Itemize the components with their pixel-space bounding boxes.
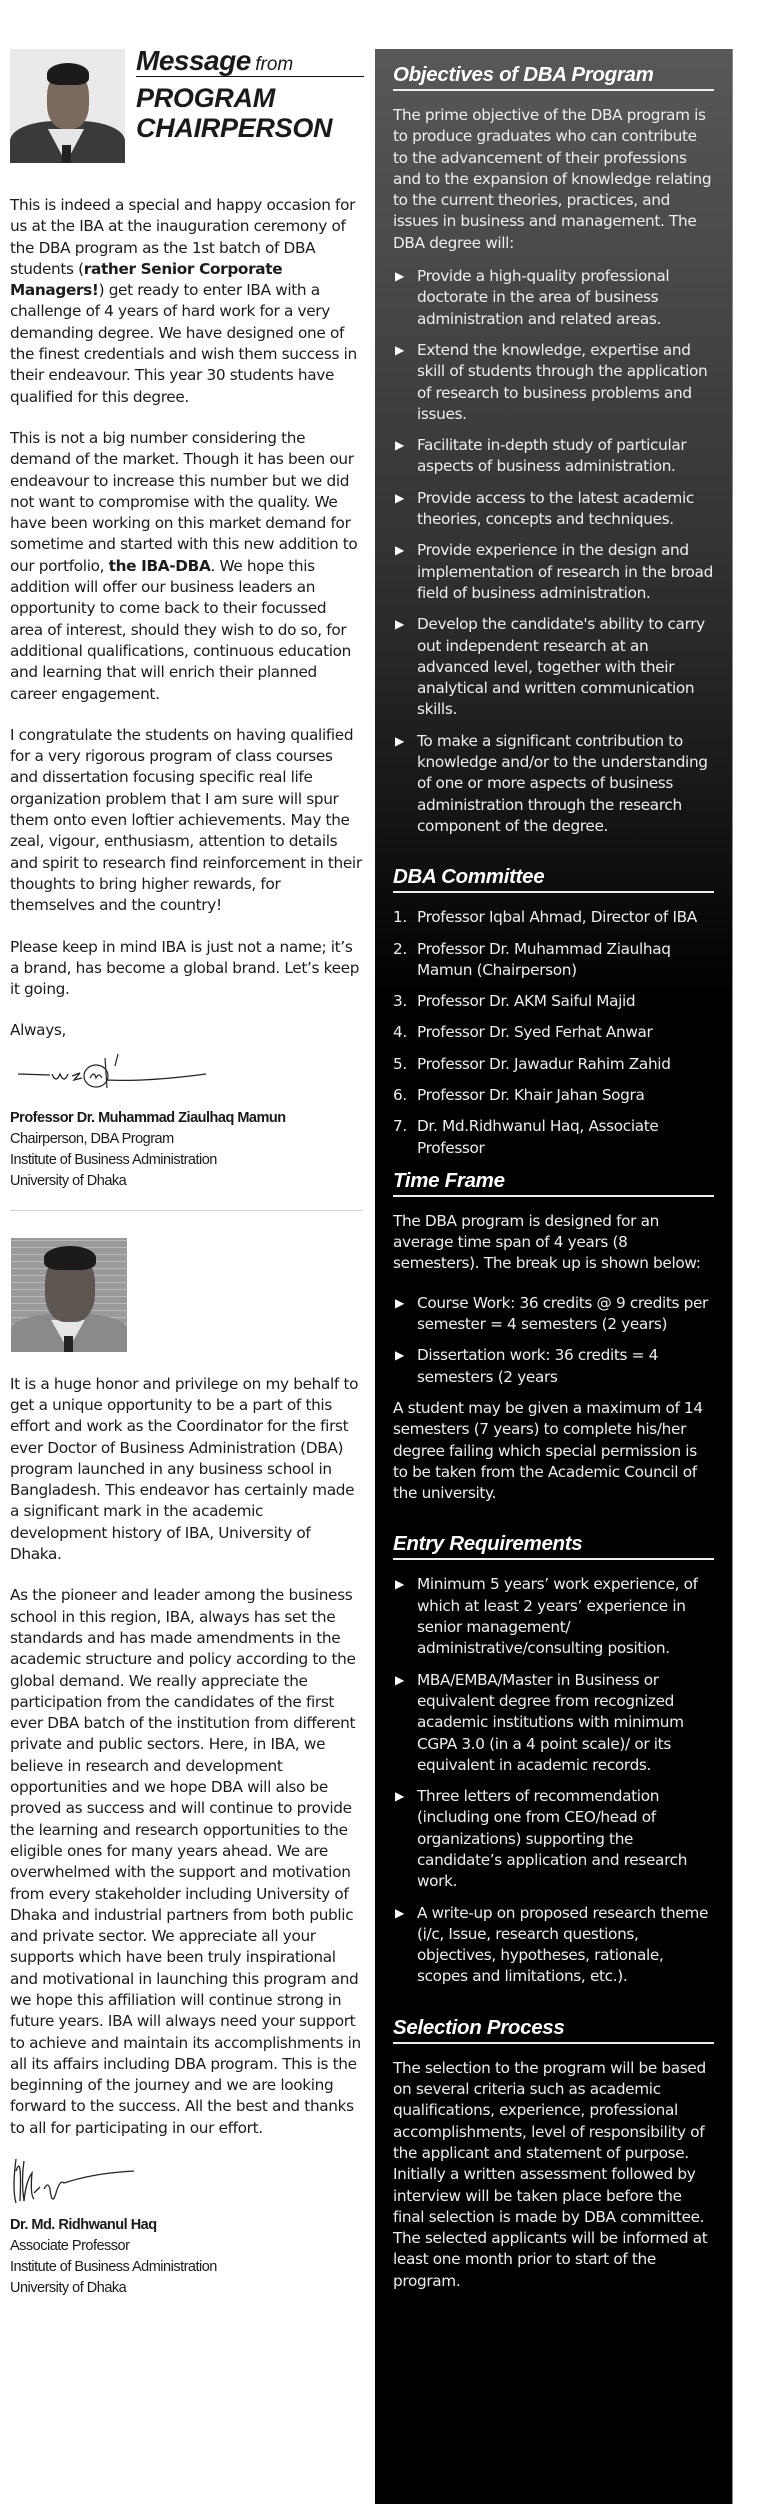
paragraph: This is indeed a special and happy occasion for us at the IBA at the inauguration ceremony of the DBA program as the 1st batch of DBA students (rather Senior Corporate Managers!) get ready to enter IBA with a challenge of 4 years of hard work for a very demanding degree. We have designed one of the finest credentials and wish them success in their endeavour. This year 30 students have qualified for this degree. — [10, 196, 357, 406]
paragraph: It is a huge honor and privilege on my behalf to get a unique opportunity to be a part of this effort and work as the Coordinator for the first ever Doctor of Business Administration (DBA) program launched in any business school in Bangladesh. This endeavor has certainly made a significant mark in the academic development history of IBA, University of Dhaka. — [10, 1374, 359, 1564]
committee-member: 7. Dr. Md.Ridhwanul Haq, Associate Professor — [393, 1117, 659, 1157]
paragraph: I congratulate the students on having qualified for a very rigorous program of class courses and dissertation focusing specific real life organization problem that I am sure will spur them onto even loftier achievements. May the zeal, vigour, enthusiasm, attention to details and spirit to research find reinforcement in their thoughts to bring higher rewards, for themselves and the country! — [10, 725, 362, 915]
triangle-bullet-icon: ▶ — [395, 1577, 404, 1592]
title-program: PROGRAM — [136, 83, 275, 113]
paragraph: This is not a big number considering the demand of the market. Though it has been our endeavour to increase this number but we did not want to compromise with the quality. We have been working on this market demand for sometime and started with this new addition to our portfolio, the IBA-DBA. We hope this addition will offer our business leaders an opportunity to come back to their focussed area of interest, should they wish to do so, for additional qualifications, continuous education and learning that will enrich their planned career engagement. — [10, 428, 358, 703]
list-item: ▶ Facilitate in-depth study of particular aspects of business administration. — [395, 436, 687, 476]
title-message-from — [136, 47, 364, 77]
committee-member: 1. Professor Iqbal Ahmad, Director of IBA — [393, 908, 697, 927]
title-message: Message — [136, 45, 251, 76]
selection-process-text: The selection to the program will be based on several criteria such as academic qualifications, experience, professional accomplishments, level of responsibility of the applicant and statement of purpose. Initially a written assessment followed by interview will be taken place before the final selection is made by DBA committee. The selected applicants will be informed at least one month prior to start of the program. — [393, 2058, 708, 2290]
signatory-title: Associate Professor — [10, 2238, 130, 2255]
triangle-bullet-icon: ▶ — [395, 1672, 404, 1687]
triangle-bullet-icon: ▶ — [395, 342, 404, 357]
triangle-bullet-icon: ▶ — [395, 1789, 404, 1804]
list-item: ▶ Minimum 5 years’ work experience, of which at least 2 years’ experience in senior management/ administrative/consulting position. — [395, 1575, 698, 1658]
list-item: ▶ Provide a high-quality professional doctorate in the area of business administration and related areas. — [395, 267, 670, 328]
photo-hair — [47, 63, 89, 85]
signatory-university: University of Dhaka — [10, 1172, 127, 1189]
signatory-title: Chairperson, DBA Program — [10, 1130, 174, 1147]
coordinator-signature — [10, 2215, 362, 2299]
committee-member: 5. Professor Dr. Jawadur Rahim Zahid — [393, 1054, 671, 1073]
paragraph: As the pioneer and leader among the business school in this region, IBA, always has set the standards and has made amendments in the academic structure and policy according to the global demand. We really appreciate the participation from the candidates of the first ever DBA batch of the institution from different private and public sectors. Here, in IBA, we believe in research and development opportunities and we hope DBA will also be proved as success and will continue to provide the learning and research opportunities to the eligible ones for many years ahead. We are overwhelmed with the support and motivation from every stakeholder including University of Dhaka and industrial partners from both public and private sector. We appreciate all your supports which have been truly inspirational and motivational in launching this program and we hope this affiliation will continue strong in future years. IBA will always need your support to achieve and maintain its accomplishments in all its affairs including DBA program. This is the beginning of the journey and we are looking forward to the success. All the best and thanks to all for participating in our effort. — [10, 1586, 361, 2137]
selection-process-heading: Selection Process — [393, 2016, 714, 2044]
signatory-name: Professor Dr. Muhammad Ziaulhaq Mamun — [10, 1109, 286, 1126]
list-item: ▶ Develop the candidate's ability to carry out independent research at an advanced level, together with their analytical and written communication skills. — [395, 615, 705, 719]
triangle-bullet-icon: ▶ — [395, 617, 404, 632]
committee-member: 4. Professor Dr. Syed Ferhat Anwar — [393, 1023, 653, 1042]
objectives-heading: Objectives of DBA Program — [393, 63, 714, 91]
committee-member: 2. Professor Dr. Muhammad Ziaulhaq Mamun (Chairperson) — [393, 939, 671, 979]
photo-tie — [62, 145, 71, 163]
time-frame-intro: The DBA program is designed for an average time span of 4 years (8 semesters). The break up is shown below: — [393, 1211, 701, 1273]
info-panel — [375, 49, 733, 2504]
list-item: ▶ Dissertation work: 36 credits = 4 semesters (2 years — [395, 1346, 658, 1386]
time-frame-note: A student may be given a maximum of 14 semesters (7 years) to complete his/her degree failing which special permission is to be taken from the Academic Council of the university. — [393, 1398, 703, 1503]
list-item: ▶ Three letters of recommendation (including one from CEO/head of organizations) supporting the candidate’s application and research work. — [395, 1787, 688, 1891]
list-item: ▶ Extend the knowledge, expertise and skill of students through the application of research to business problems and issues. — [395, 340, 708, 423]
signatory-institute: Institute of Business Administration — [10, 1151, 217, 1168]
signatory-name: Dr. Md. Ridhwanul Haq — [10, 2217, 157, 2234]
signatory-university: University of Dhaka — [10, 2280, 127, 2297]
message-title — [136, 47, 364, 143]
triangle-bullet-icon: ▶ — [395, 438, 404, 453]
coordinator-message-body — [10, 1374, 362, 2139]
triangle-bullet-icon: ▶ — [395, 733, 404, 748]
signatory-institute: Institute of Business Administration — [10, 2259, 217, 2276]
entry-requirements-heading: Entry Requirements — [393, 1532, 714, 1560]
committee-list — [393, 907, 714, 1159]
chairperson-message-body — [10, 195, 362, 1042]
title-from: from — [255, 54, 294, 75]
photo-tie — [64, 1336, 73, 1352]
committee-member: 3. Professor Dr. AKM Saiful Majid — [393, 992, 636, 1011]
coordinator-header — [10, 1211, 362, 1374]
signature-icon — [10, 2151, 150, 2215]
objectives-intro: The prime objective of the DBA program is to produce graduates who can contribute to the advancement of their professions and to the expansion of knowledge relating to the current theories, practices, and issues in business and management. The DBA degree will: — [393, 106, 712, 252]
triangle-bullet-icon: ▶ — [395, 269, 404, 284]
triangle-bullet-icon: ▶ — [395, 1295, 404, 1310]
triangle-bullet-icon: ▶ — [395, 490, 404, 505]
list-item: ▶ To make a significant contribution to knowledge and/or to the understanding of one or more aspects of business administration through the research component of the degree. — [395, 731, 708, 835]
list-item: ▶ MBA/EMBA/Master in Business or equivalent degree from recognized academic institutions with minimum CGPA 3.0 (in a 4 point scale)/ or its equivalent in academic records. — [395, 1670, 684, 1774]
committee-heading: DBA Committee — [393, 865, 714, 893]
triangle-bullet-icon: ▶ — [395, 1905, 404, 1920]
chairperson-signature-image — [10, 1048, 362, 1108]
chairperson-photo — [10, 49, 125, 163]
coordinator-signature-image — [10, 2151, 362, 2215]
entry-requirements-list — [393, 1574, 714, 1987]
paragraph: Please keep in mind IBA is just not a name; it’s a brand, has become a global brand. Let’s keep it going. — [10, 937, 360, 999]
list-item: ▶ A write-up on proposed research theme (i/c, Issue, research questions, objectives, hypotheses, rationale, scopes and limitations, etc.). — [395, 1903, 709, 1986]
signature-icon — [10, 1048, 210, 1108]
coordinator-photo — [11, 1238, 127, 1352]
triangle-bullet-icon: ▶ — [395, 1348, 404, 1363]
chairperson-header — [10, 0, 362, 200]
committee-member: 6. Professor Dr. Khair Jahan Sogra — [393, 1085, 645, 1104]
chairperson-signature — [10, 1108, 362, 1192]
time-frame-heading: Time Frame — [393, 1169, 714, 1197]
list-item: ▶ Course Work: 36 credits @ 9 credits per semester = 4 semesters (2 years) — [395, 1293, 708, 1334]
title-program-chairperson — [136, 83, 364, 143]
closing: Always, — [10, 1021, 67, 1040]
time-frame-list — [393, 1293, 714, 1388]
list-item: ▶ Provide access to the latest academic theories, concepts and techniques. — [395, 488, 694, 529]
photo-hair — [44, 1246, 96, 1270]
title-chairperson: CHAIRPERSON — [136, 113, 333, 143]
left-column — [10, 0, 362, 2299]
objectives-list — [393, 266, 714, 837]
list-item: ▶ Provide experience in the design and implementation of research in the broad field of business administration. — [395, 541, 713, 602]
triangle-bullet-icon: ▶ — [395, 543, 404, 558]
